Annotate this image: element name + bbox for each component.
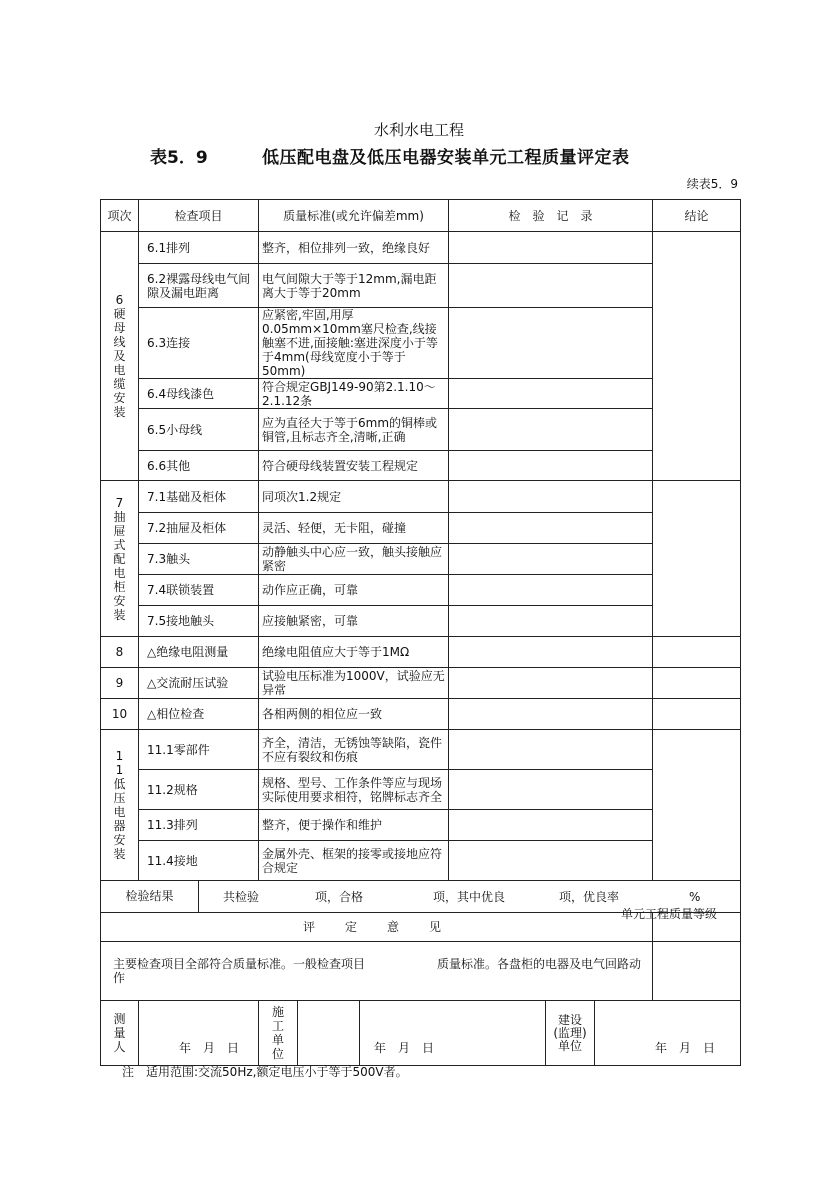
standard-cell: 符合规定GBJ149-90第2.1.10～2.1.12条 (259, 379, 449, 409)
construction-date: 年 月 日 (374, 1041, 435, 1055)
item-cell: 6.5小母线 (139, 409, 259, 451)
conclusion-cell[interactable] (653, 232, 741, 481)
record-cell[interactable] (449, 544, 653, 575)
result-total: 共检验 (223, 889, 260, 904)
record-cell[interactable] (449, 841, 653, 881)
table-row (101, 770, 741, 810)
measurer-label: 测量人 (101, 1001, 139, 1066)
table-row (101, 637, 741, 668)
col-no: 项次 (101, 200, 139, 232)
item-no: 10 (101, 699, 139, 730)
item-cell: 11.1零部件 (139, 730, 259, 770)
table-row (101, 575, 741, 606)
standard-cell: 齐全，清洁，无锈蚀等缺陷，瓷件不应有裂纹和伤痕 (259, 730, 449, 770)
opinion-label: 评 定 意 见 (101, 913, 653, 942)
standard-cell: 应为直径大于等于6mm的铜棒或铜管,且标志齐全,清晰,正确 (259, 409, 449, 451)
standard-cell: 应接触紧密，可靠 (259, 606, 449, 637)
standard-cell: 金属外壳、框架的接零或接地应符合规定 (259, 841, 449, 881)
table-row (101, 232, 741, 264)
conclusion-cell[interactable] (653, 637, 741, 668)
standard-cell: 绝缘电阻值应大于等于1MΩ (259, 637, 449, 668)
table-row (101, 451, 741, 481)
standard-cell: 动静触头中心应一致，触头接触应紧密 (259, 544, 449, 575)
signature-row (101, 1001, 741, 1066)
col-conclusion: 结论 (653, 200, 741, 232)
item-cell: △相位检查 (139, 699, 259, 730)
record-cell[interactable] (449, 308, 653, 379)
table-row (101, 606, 741, 637)
conclusion-cell[interactable] (653, 730, 741, 881)
result-label: 检验结果 (101, 881, 199, 912)
table-row (101, 379, 741, 409)
record-cell[interactable] (449, 232, 653, 264)
item-cell: △交流耐压试验 (139, 668, 259, 699)
result-percent: % (689, 889, 701, 904)
item-cell: 6.1排列 (139, 232, 259, 264)
supervision-label: 建设(监理)单位 (553, 1012, 587, 1053)
table-row (101, 544, 741, 575)
record-cell[interactable] (449, 606, 653, 637)
result-pass: 项，合格 (315, 889, 364, 904)
grade-cell[interactable] (653, 942, 741, 1001)
record-cell[interactable] (449, 513, 653, 544)
continued-label: 续表5．9 (686, 177, 738, 191)
item-cell: 6.4母线漆色 (139, 379, 259, 409)
table-row (101, 668, 741, 699)
record-cell[interactable] (449, 575, 653, 606)
col-record: 检 验 记 录 (449, 200, 653, 232)
standard-cell: 整齐，便于操作和维护 (259, 810, 449, 841)
construction-date-cell[interactable] (360, 1001, 546, 1066)
group-7-label: 7抽屉式配电柜安装 (101, 481, 139, 637)
table-row (101, 699, 741, 730)
item-cell: 11.2规格 (139, 770, 259, 810)
col-standard: 质量标准(或允许偏差mm) (259, 200, 449, 232)
standard-cell: 应紧密,牢固,用厚0.05mm×10mm塞尺检查,线接触塞不进,面接触:塞进深度小于等于4mm(母线宽度小于等于50mm) (259, 308, 449, 379)
item-cell: 7.3触头 (139, 544, 259, 575)
record-cell[interactable] (449, 409, 653, 451)
record-cell[interactable] (449, 481, 653, 513)
item-no: 9 (101, 668, 139, 699)
header-row (101, 200, 741, 232)
record-cell[interactable] (449, 637, 653, 668)
item-cell: 11.3排列 (139, 810, 259, 841)
item-cell: 6.2裸露母线电气间隙及漏电距离 (139, 264, 259, 308)
group-11-label: 11低压电器安装 (101, 730, 139, 881)
standard-cell: 各相两侧的相位应一致 (259, 699, 449, 730)
table-row (101, 264, 741, 308)
construction-label: 施工单位 (272, 1005, 285, 1061)
item-no: 8 (101, 637, 139, 668)
record-cell[interactable] (449, 451, 653, 481)
table-row (101, 481, 741, 513)
conclusion-cell[interactable] (653, 481, 741, 637)
measurer-date: 年 月 日 (179, 1041, 240, 1055)
standard-cell: 灵活、轻便，无卡阻，碰撞 (259, 513, 449, 544)
measurer-date-cell[interactable] (139, 1001, 259, 1066)
result-excellent: 项，其中优良 (433, 889, 506, 904)
record-cell[interactable] (449, 264, 653, 308)
item-cell: 7.5接地触头 (139, 606, 259, 637)
group-6-label: 6硬母线及电缆安装 (101, 232, 139, 481)
item-cell: 11.4接地 (139, 841, 259, 881)
table-row (101, 841, 741, 881)
quality-table (100, 199, 741, 1066)
record-cell[interactable] (449, 770, 653, 810)
standard-cell: 电气间隙大于等于12mm,漏电距离大于等于20mm (259, 264, 449, 308)
table-row (101, 730, 741, 770)
record-cell[interactable] (449, 379, 653, 409)
standard-cell: 同项次1.2规定 (259, 481, 449, 513)
table-title: 低压配电盘及低压电器安装单元工程质量评定表 (262, 148, 630, 168)
record-cell[interactable] (449, 699, 653, 730)
super-title: 水利水电工程 (373, 121, 464, 139)
table-row (101, 513, 741, 544)
result-rate: 项，优良率 (559, 889, 620, 904)
supervision-cell[interactable] (546, 1001, 741, 1066)
standard-cell: 规格、型号、工作条件等应与现场实际使用要求相符，铭牌标志齐全 (259, 770, 449, 810)
conclusion-cell[interactable] (653, 699, 741, 730)
item-cell: 6.3连接 (139, 308, 259, 379)
grade-label-text: 单元工程质量等级 (620, 907, 717, 921)
standard-cell: 符合硬母线装置安装工程规定 (259, 451, 449, 481)
standard-cell: 整齐，相位排列一致，绝缘良好 (259, 232, 449, 264)
item-cell: △绝缘电阻测量 (139, 637, 259, 668)
eval-body-row (101, 942, 741, 1001)
footnote: 注 适用范围:交流50Hz,额定电压小于等于500V者。 (122, 1065, 408, 1079)
table-label: 表5．9 (150, 148, 208, 168)
table-row (101, 810, 741, 841)
conclusion-cell[interactable] (653, 668, 741, 699)
item-cell: 7.1基础及柜体 (139, 481, 259, 513)
record-cell[interactable] (449, 810, 653, 841)
record-cell[interactable] (449, 730, 653, 770)
supervision-date: 年 月 日 (655, 1041, 716, 1055)
item-cell: 7.2抽屉及柜体 (139, 513, 259, 544)
item-cell: 7.4联锁装置 (139, 575, 259, 606)
opinion-text[interactable]: 主要检查项目全部符合质量标准。一般检查项目 质量标准。各盘柜的电器及电气回路动作 (101, 942, 653, 1001)
record-cell[interactable] (449, 668, 653, 699)
col-item: 检查项目 (139, 200, 259, 232)
item-cell: 6.6其他 (139, 451, 259, 481)
standard-cell: 试验电压标准为1000V，试验应无异常 (259, 668, 449, 699)
table-row (101, 409, 741, 451)
construction-label-cell (259, 1001, 360, 1066)
table-row (101, 308, 741, 379)
standard-cell: 动作应正确，可靠 (259, 575, 449, 606)
